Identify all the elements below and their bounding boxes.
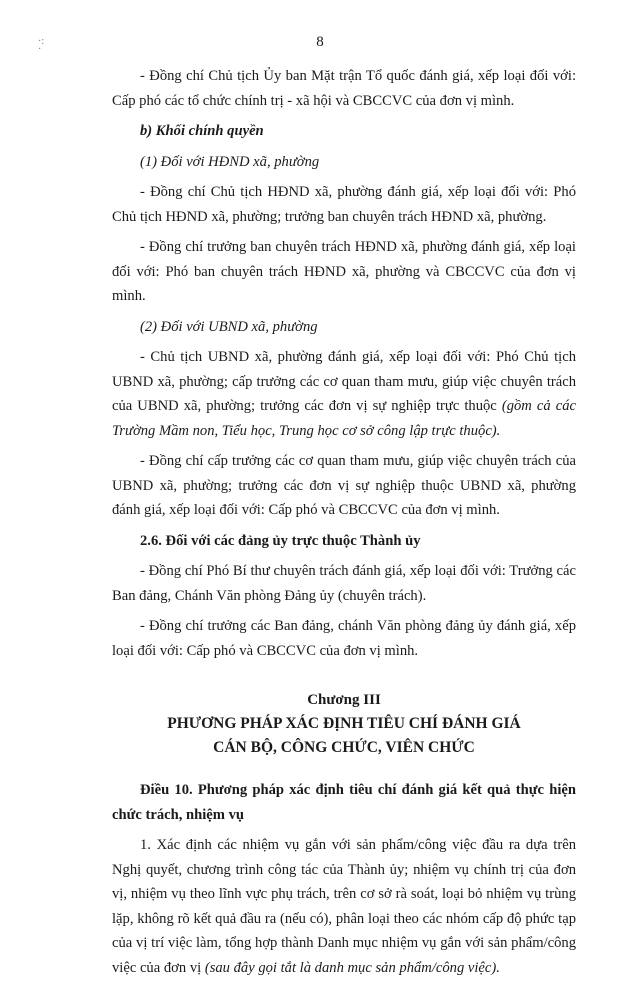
paragraph-chu-tich-hdnd: - Đồng chí Chủ tịch HĐND xã, phường đánh giá, xếp loại đối với: Phó Chủ tịch HĐND xã, phường; trưởng ban chuyên trách HĐND xã, phường. [112,184,576,225]
chapter-heading [112,689,576,760]
chapter-title-line1: PHƯƠNG PHÁP XÁC ĐỊNH TIÊU CHÍ ĐÁNH GIÁ [167,715,521,732]
chapter-number: Chương III [307,692,381,708]
heading-hdnd: (1) Đối với HĐND xã, phường [140,153,320,170]
heading-dang-uy: 2.6. Đối với các đảng ủy trực thuộc Thành ủy [140,532,421,549]
paragraph-chu-tich-ubnd-note: (gồm cả các Trường Mầm non, Tiểu học, Trung học cơ sở công lập trực thuộc). [112,398,576,439]
paragraph-mttq: - Đồng chí Chủ tịch Ủy ban Mặt trận Tổ quốc đánh giá, xếp loại đối với: Cấp phó các tổ chức chính trị - xã hội và CBCCVC của đơn vị mình. [112,68,576,109]
paragraph-truong-ban-hdnd: - Đồng chí trưởng ban chuyên trách HĐND xã, phường đánh giá, xếp loại đối với: Phó ban chuyên trách HĐND xã, phường và CBCCVC của đơn vị mình. [112,239,576,304]
article-paragraph-1-note: (sau đây gọi tắt là danh mục sản phẩm/công việc). [204,959,500,976]
heading-ubnd: (2) Đối với UBND xã, phường [140,318,318,335]
paragraph-chu-tich-ubnd [112,345,576,443]
paragraph-cap-truong-ubnd: - Đồng chí cấp trưởng các cơ quan tham mưu, giúp việc chuyên trách của UBND xã, phường; trưởng các đơn vị sự nghiệp thuộc UBND xã, phường đánh giá, xếp loại đối với: Cấp phó và CBCCVC của đơn vị mình. [112,453,576,518]
article-paragraph-1-text: 1. Xác định các nhiệm vụ gắn với sản phẩm/công việc đầu ra dựa trên Nghị quyết, chương trình công tác của Thành ủy; nhiệm vụ chính trị của đơn vị, nhiệm vụ theo lĩnh vực phụ trách, trên cơ sở rà soát, loại bỏ nhiệm vụ trùng lặp, không rõ kết quả đầu ra (nếu có), phân loại theo các nhóm cấp độ phức tạp của vị trí việc làm, tổng hợp thành Danh mục nhiệm vụ gắn với sản phẩm/công việc của đơn vị [112,837,576,976]
document-body [112,64,576,986]
page-number: 8 [316,34,324,50]
chapter-title-line2: CÁN BỘ, CÔNG CHỨC, VIÊN CHỨC [213,739,475,756]
paragraph-chu-tich-ubnd-text: - Chủ tịch UBND xã, phường đánh giá, xếp loại đối với: Phó Chủ tịch UBND xã, phường; cấp trưởng các cơ quan tham mưu, giúp việc chuyên trách của UBND xã, phường; trưởng các đơn vị sự nghiệp trực thuộc [112,349,576,414]
article-heading: Điều 10. Phương pháp xác định tiêu chí đánh giá kết quả thực hiện chức trách, nhiệm vụ [112,782,576,823]
heading-khoi-chinh-quyen: b) Khối chính quyền [140,123,264,139]
paragraph-pho-bi-thu: - Đồng chí Phó Bí thư chuyên trách đánh giá, xếp loại đối với: Trưởng các Ban đảng, Chánh Văn phòng Đảng ủy (chuyên trách). [112,563,576,604]
article-paragraph-1 [112,833,576,980]
paragraph-truong-ban-dang: - Đồng chí trưởng các Ban đảng, chánh Văn phòng đảng ủy đánh giá, xếp loại đối với: Cấp phó và CBCCVC của đơn vị mình. [112,618,576,659]
scan-marks: ·: · [38,36,45,55]
